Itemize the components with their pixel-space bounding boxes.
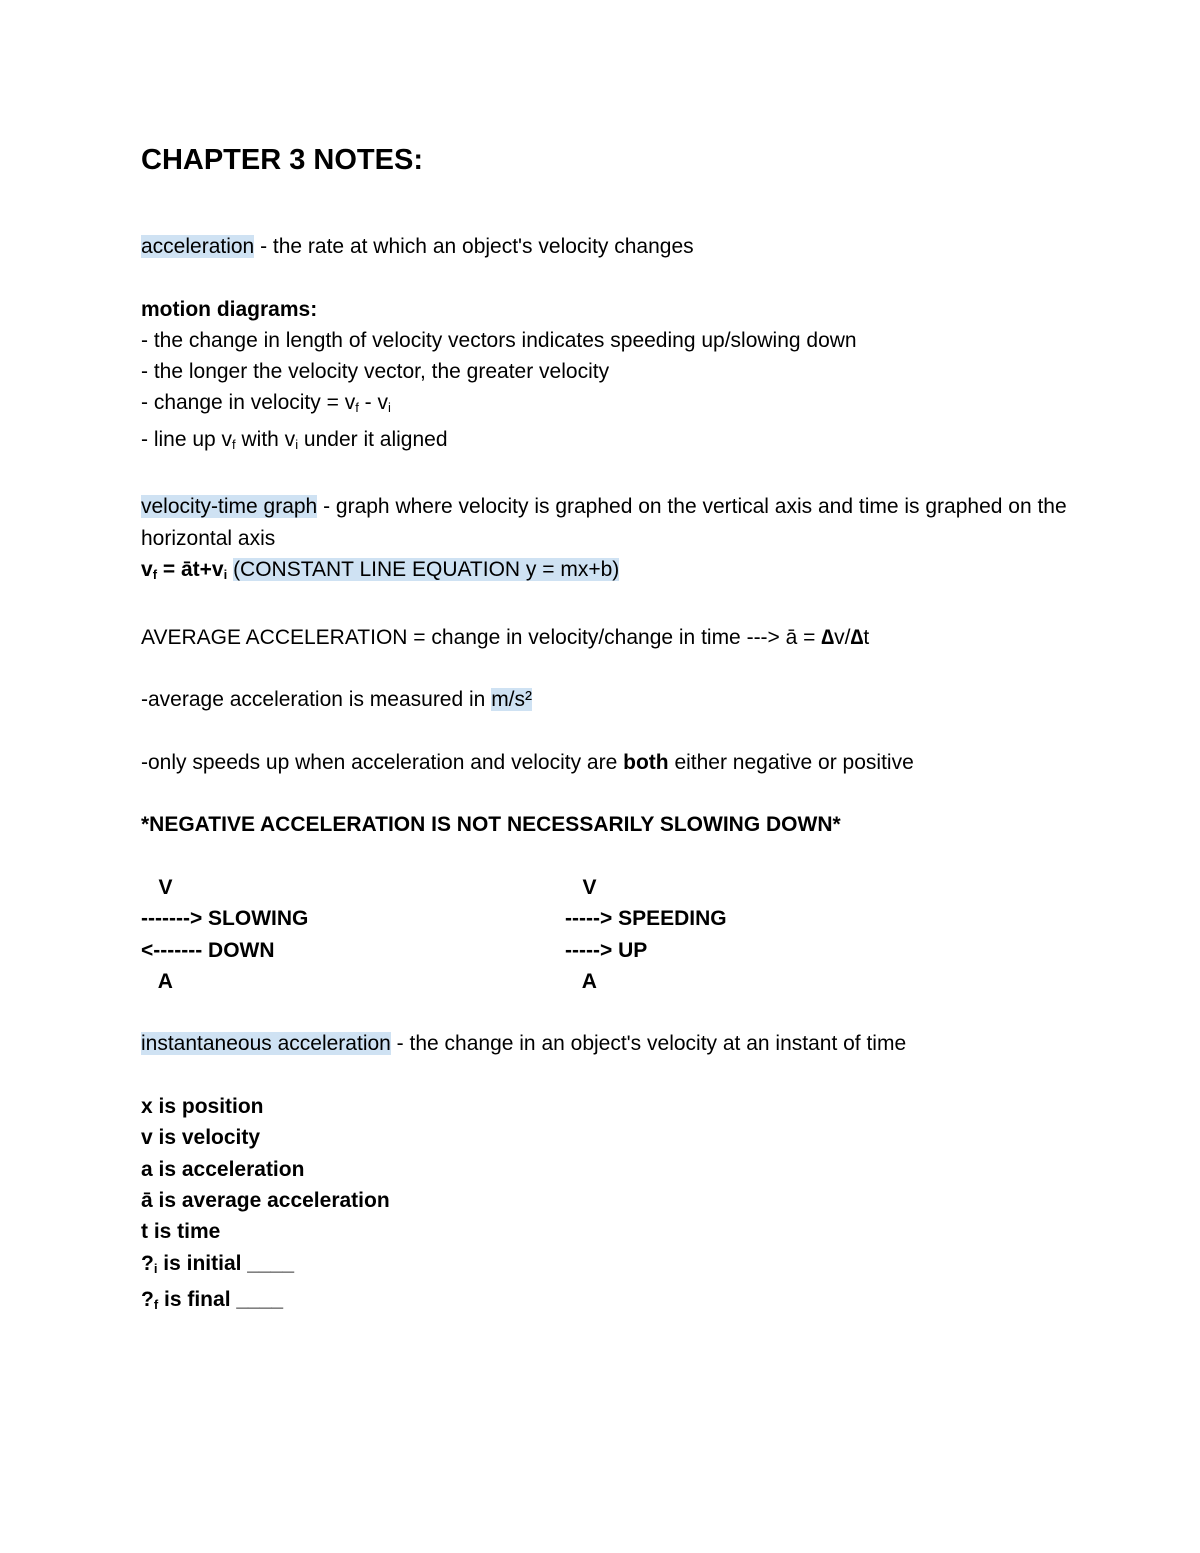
units-note	[141, 684, 1101, 715]
legend-item	[141, 1284, 1101, 1320]
motion-text: - line up v	[141, 427, 233, 451]
acceleration-definition	[141, 231, 1101, 262]
legend-text: is final ____	[158, 1287, 284, 1311]
delta-symbol: ∆	[821, 625, 835, 649]
diagram-left-cell: <------- DOWN	[141, 938, 275, 962]
diagram-row	[141, 935, 1101, 966]
vector-diagram	[141, 872, 1101, 997]
velocity-time-graph-definition	[141, 491, 1101, 554]
legend-text: is initial ____	[157, 1251, 295, 1275]
diagram-left-cell: -------> SLOWING	[141, 907, 309, 931]
units-text: -average acceleration is measured in	[141, 688, 492, 712]
term-instantaneous-acceleration: instantaneous acceleration	[141, 1032, 391, 1056]
diagram-left-cell: A	[141, 969, 173, 993]
legend-item: ā is average acceleration	[141, 1188, 390, 1212]
diagram-row	[141, 872, 1101, 903]
subscript: i	[153, 1260, 158, 1276]
legend-item: t is time	[141, 1220, 221, 1244]
legend-item: a is acceleration	[141, 1157, 305, 1181]
subscript: i	[295, 436, 299, 452]
motion-bullet	[141, 387, 1101, 423]
speeds-up-note	[141, 747, 1101, 778]
motion-bullet: - the longer the velocity vector, the greater velocity	[141, 360, 610, 384]
motion-text: - v	[358, 391, 388, 415]
variable-legend	[141, 1091, 1101, 1320]
legend-item	[141, 1248, 1101, 1284]
diagram-row	[141, 903, 1101, 934]
term-velocity-time-graph: velocity-time graph	[141, 495, 318, 519]
subscript: f	[232, 436, 236, 452]
instantaneous-definition-text: - the change in an object's velocity at an instant of time	[390, 1032, 907, 1056]
motion-text: with v	[235, 427, 296, 451]
legend-item: x is position	[141, 1095, 264, 1119]
subscript: i	[388, 400, 391, 416]
diagram-right-cell: -----> SPEEDING	[565, 907, 727, 931]
delta-symbol: ∆	[850, 625, 864, 649]
equation-part: = āt+v	[157, 557, 224, 581]
legend-text: ?	[141, 1251, 154, 1275]
legend-text: ?	[141, 1287, 154, 1311]
equation-note: (CONSTANT LINE EQUATION y = mx+b)	[233, 557, 620, 581]
diagram-right-cell: -----> UP	[565, 938, 648, 962]
note-text: either negative or positive	[668, 750, 914, 774]
subscript: f	[355, 400, 359, 416]
equation-part: v	[141, 557, 153, 581]
notes-content	[141, 138, 1101, 1320]
emphasis-both: both	[623, 750, 669, 774]
motion-diagrams-heading: motion diagrams:	[141, 297, 318, 321]
velocity-equation	[141, 554, 1101, 590]
term-acceleration: acceleration	[141, 235, 255, 258]
warning-note: *NEGATIVE ACCELERATION IS NOT NECESSARILY SLOWING DOWN*	[141, 813, 841, 837]
velocity-time-graph-text: - graph where velocity is graphed on the vertical axis and time is graphed on the horizontal axis	[141, 495, 1067, 550]
motion-bullet: - the change in length of velocity vectors indicates speeding up/slowing down	[141, 328, 857, 352]
unit-highlight: m/s²	[491, 688, 533, 712]
formula-text: v/	[834, 625, 851, 649]
subscript: f	[153, 1296, 159, 1312]
average-acceleration-formula	[141, 622, 1101, 653]
legend-item: v is velocity	[141, 1126, 261, 1150]
note-text: -only speeds up when acceleration and velocity are	[141, 750, 624, 774]
motion-bullet	[141, 424, 1101, 460]
subscript: i	[223, 566, 228, 582]
motion-text: under it aligned	[298, 427, 448, 451]
page-title: CHAPTER 3 NOTES:	[141, 144, 423, 176]
formula-text: t	[863, 625, 870, 649]
diagram-row	[141, 966, 1101, 997]
diagram-right-cell: V	[565, 875, 597, 899]
acceleration-definition-text: - the rate at which an object's velocity changes	[254, 235, 694, 258]
diagram-right-cell: A	[565, 969, 597, 993]
diagram-left-cell: V	[141, 875, 173, 899]
instantaneous-acceleration-definition	[141, 1028, 1101, 1059]
subscript: f	[152, 566, 158, 582]
motion-text: - change in velocity = v	[141, 391, 356, 415]
formula-text: AVERAGE ACCELERATION = change in velocity/change in time ---> ā =	[141, 625, 822, 649]
